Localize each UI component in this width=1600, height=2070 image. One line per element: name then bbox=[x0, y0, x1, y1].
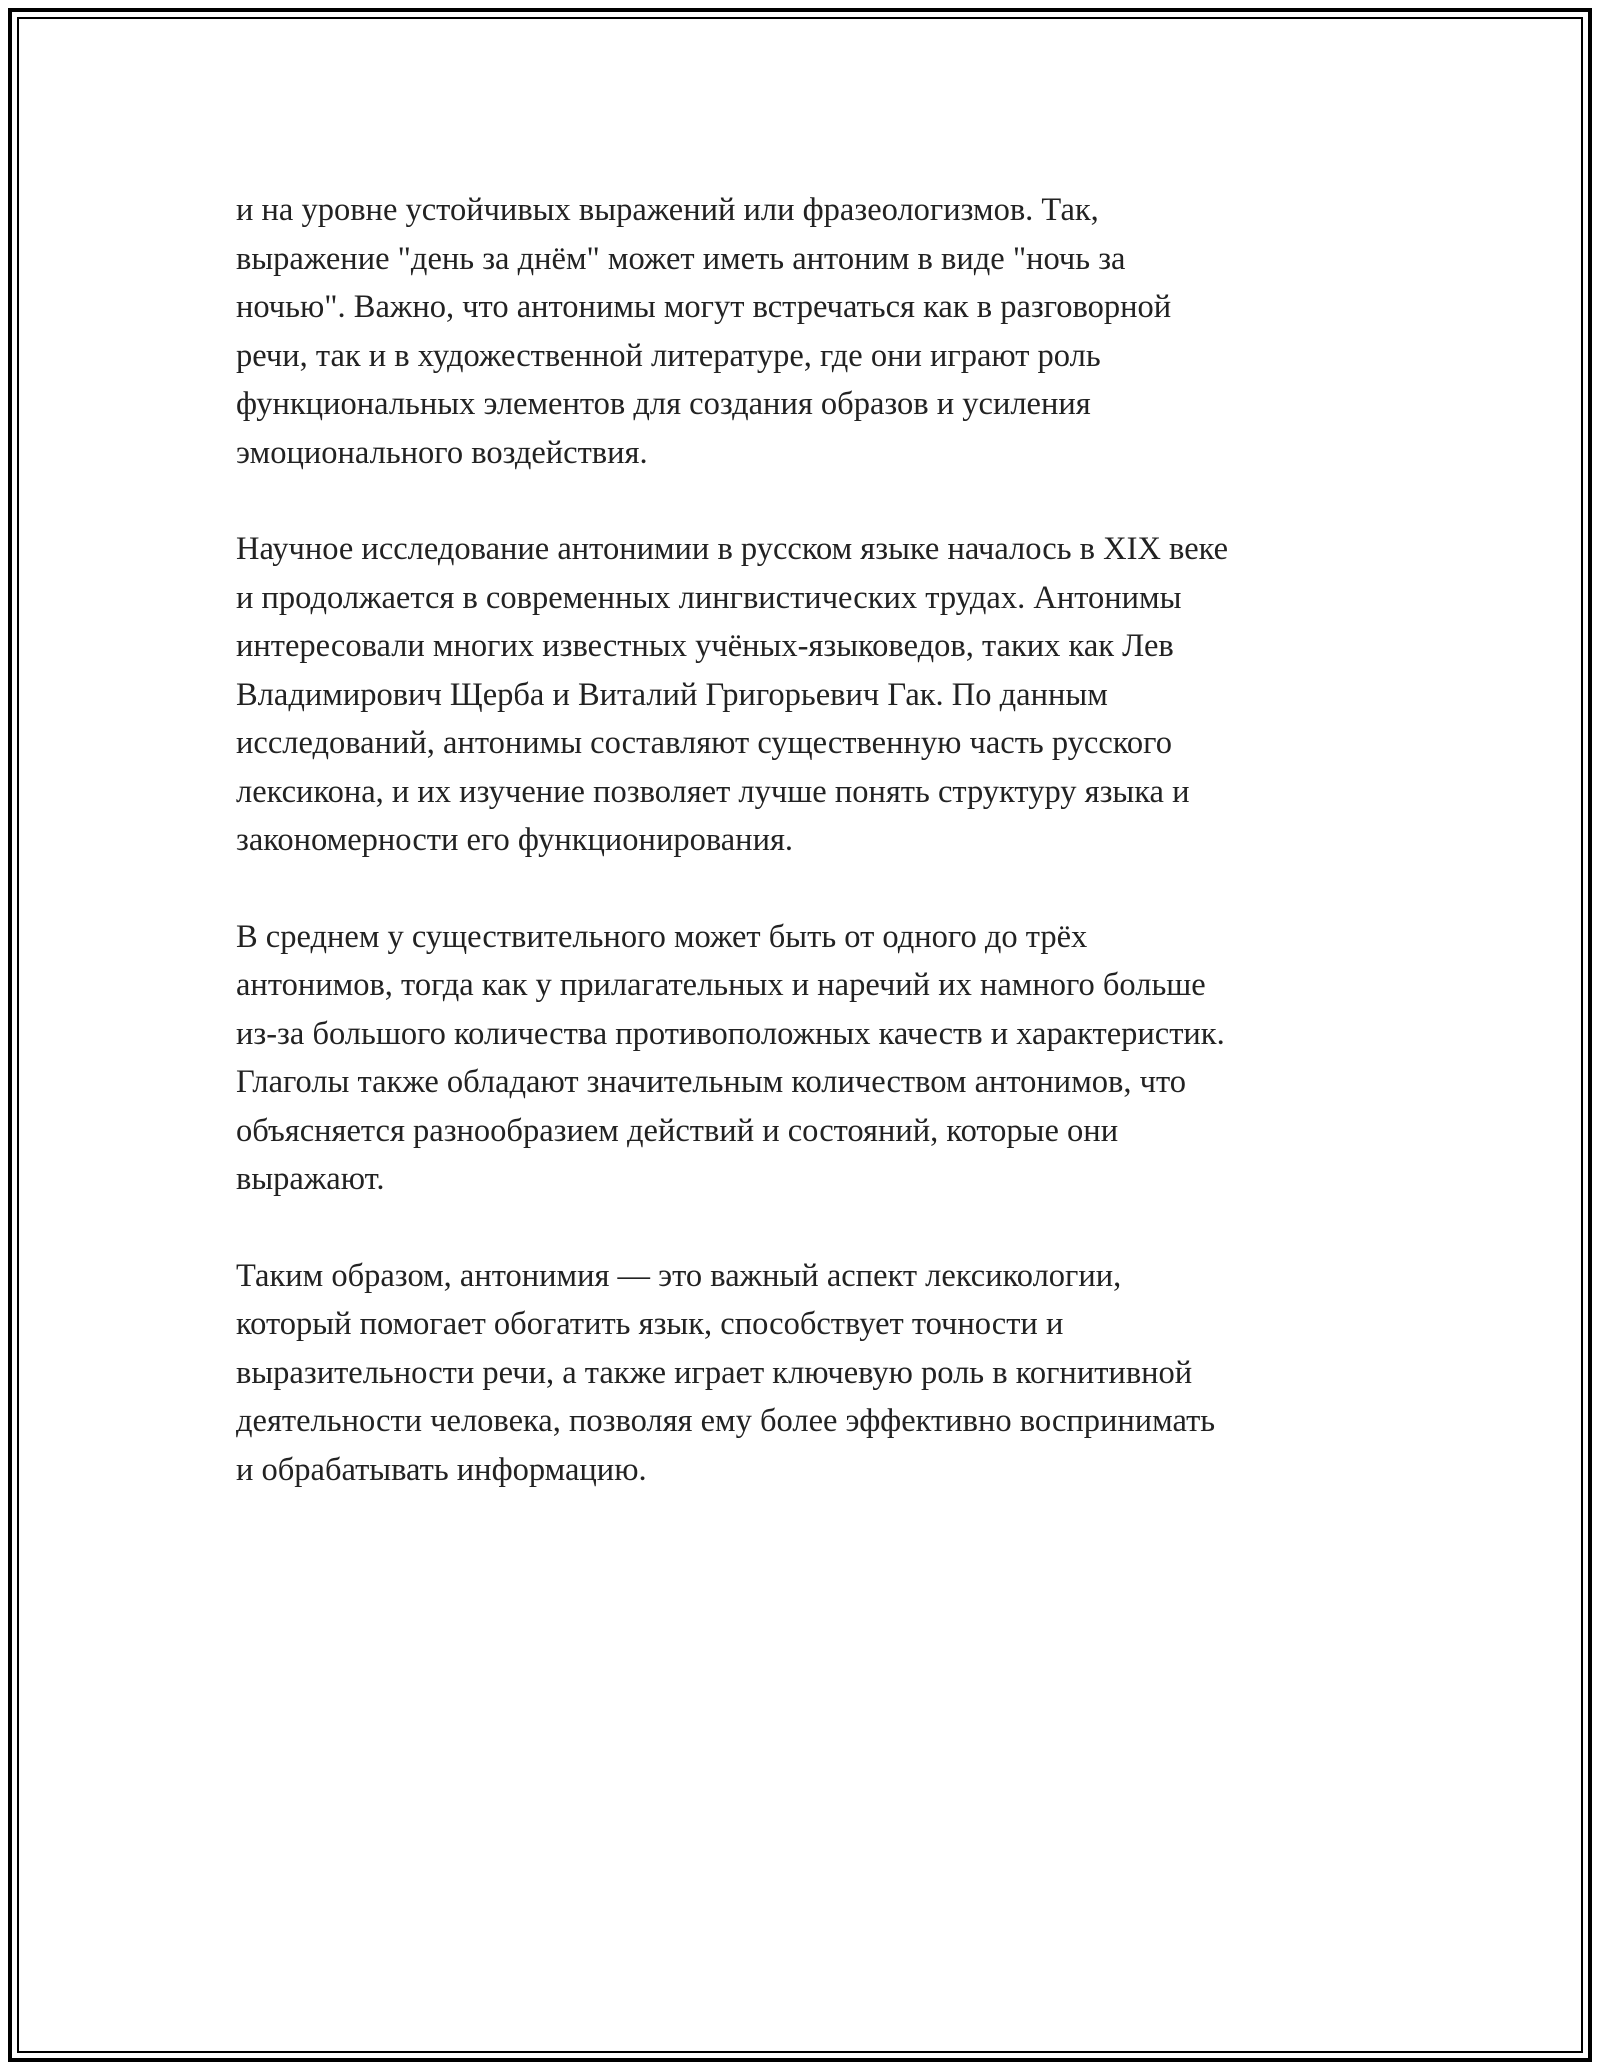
text-line: Владимирович Щерба и Виталий Григорьевич Гак. По данным bbox=[236, 676, 1108, 713]
text-line: из-за большого количества противоположных качеств и характеристик. bbox=[236, 1015, 1225, 1052]
text-line: антонимов, тогда как у прилагательных и наречий их намного больше bbox=[236, 967, 1206, 1003]
text-line: выразительности речи, а также играет ключевую роль в когнитивной bbox=[236, 1354, 1193, 1391]
paragraph-antonym-counts bbox=[236, 913, 1366, 1204]
text-line: Глаголы также обладают значительным количеством антонимов, что bbox=[236, 1064, 1186, 1100]
text-line: Таким образом, антонимия — это важный аспект лексикологии, bbox=[236, 1257, 1122, 1294]
text-line: исследований, антонимы составляют существенную часть русского bbox=[236, 725, 1172, 761]
text-line: речи, так и в художественной литературе, где они играют роль bbox=[236, 337, 1101, 374]
text-line: эмоционального воздействия. bbox=[236, 434, 648, 471]
paragraph-phraseology bbox=[236, 186, 1366, 477]
text-line: выражают. bbox=[236, 1161, 385, 1197]
text-line: деятельности человека, позволяя ему более эффективно воспринимать bbox=[236, 1403, 1216, 1439]
text-line: объясняется разнообразием действий и состояний, которые они bbox=[236, 1112, 1119, 1149]
text-line: и продолжается в современных лингвистических трудах. Антонимы bbox=[236, 579, 1182, 616]
paragraph-conclusion bbox=[236, 1252, 1366, 1495]
text-line: В среднем у существительного может быть от одного до трёх bbox=[236, 918, 1088, 955]
text-line: Научное исследование антонимии в русском языке началось в XIX веке bbox=[236, 531, 1229, 567]
text-line: который помогает обогатить язык, способствует точности и bbox=[236, 1306, 1064, 1342]
text-line: интересовали многих известных учёных-языковедов, таких как Лев bbox=[236, 628, 1174, 664]
text-line: выражение "день за днём" может иметь антоним в виде "ночь за bbox=[236, 240, 1126, 277]
paragraph-research-history bbox=[236, 525, 1366, 865]
document-body bbox=[236, 186, 1366, 1542]
text-line: закономерности его функционирования. bbox=[236, 822, 794, 858]
text-line: и обрабатывать информацию. bbox=[236, 1451, 647, 1488]
text-line: и на уровне устойчивых выражений или фразеологизмов. Так, bbox=[236, 192, 1099, 228]
text-line: лексикона, и их изучение позволяет лучше понять структуру языка и bbox=[236, 773, 1190, 810]
text-line: функциональных элементов для создания образов и усиления bbox=[236, 386, 1091, 422]
text-line: ночью". Важно, что антонимы могут встречаться как в разговорной bbox=[236, 289, 1172, 325]
